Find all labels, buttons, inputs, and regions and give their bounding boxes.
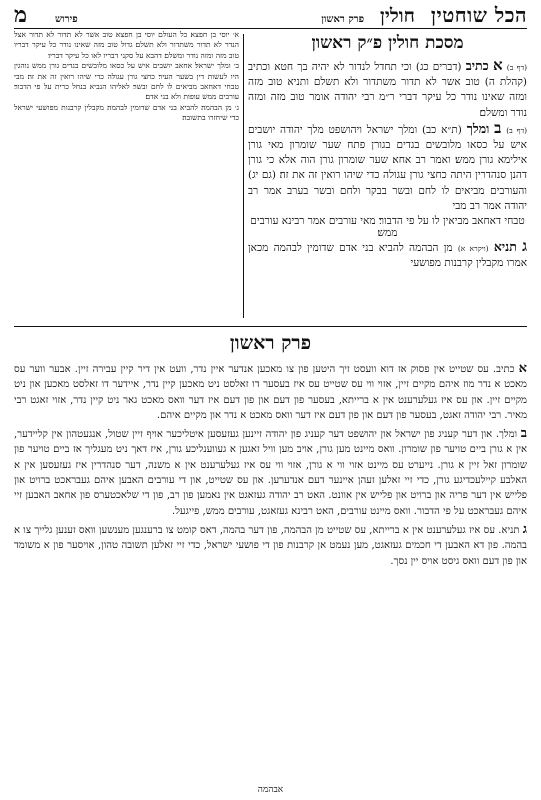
mishnah-2-letter: ב	[494, 118, 502, 137]
main-text-column	[248, 30, 527, 324]
mishnah-paragraph-1	[248, 58, 527, 121]
translation-paragraph-2	[14, 426, 527, 519]
header-right	[321, 3, 527, 28]
mishnah-2-ref: (דף ב)	[506, 125, 527, 135]
header-peirush: פירוש	[55, 14, 78, 25]
mishnah-3-ref: (ויקרא א)	[457, 244, 489, 254]
translation-section	[14, 330, 527, 782]
translation-title: פרק ראשון	[229, 332, 312, 354]
translation-3-letter: ג	[522, 521, 527, 537]
mishnah-1-text: (דברים כג) וכי תחדל לנדור לא יהיה בך חטא וכתיב (קהלת ה) טוב אשר לא תדור משתדור ולא תשלם ותניא טוב מזה ומזה שאינו נודר כל עיקר דברי ר״מ רבי יהודה אומר טוב מזה ומזה נודר ומשלם׃	[248, 61, 527, 119]
mishnah-paragraph-3	[248, 239, 527, 271]
section-divider	[14, 326, 527, 327]
mishnah-1-letter: א	[492, 56, 503, 74]
mishnah-paragraph-2	[248, 118, 527, 214]
tractate-title: מסכת חולין פ״ק ראשון	[311, 33, 464, 53]
running-header	[14, 4, 527, 29]
mishnah-1-opening: כתיב	[465, 58, 489, 73]
column-divider	[243, 34, 244, 318]
mishnah-2-text: (ת״א כב) ומלך ישראל ויהושפט מלך יהודה יושבים איש על כסאו מלובשים בגדים בגורן פתח שער שומרון מאי גורן אילימא גורן ממש׃ ואמר רב אחא׃ שער שומרון גורן הוה אלא כי גורן דהנן סנהדרין היתה כחצי גורן עגולה כדי שיהו רואין זה את זה׃ (גם יג) והעורבים מביאים לו לחם ובשר בבקר ולחם ובשר בערב אמר רב יהודה אמר רב מבי	[248, 123, 527, 212]
mishnah-3-text: מן הבהמה להביא בני אדם שדומין לבהמה מכאן אמרו מקבלין קרבנות מפושעי	[248, 242, 527, 270]
translation-1-text: כתיב. עס שטייט אין פסוק אז דוא וועסט זיך היטען פון צו מאכען אנדער איין נדר, וועט אין דיר קיין עבירה זיין. אבער ווער עס מאכט א נדר מוז איהם מקיים זיין, אזוי ווי עס שטייט עס איז בעסער דו זאלסט ניט מאכען קיין נדר, איידער דו זאלסט מאכען און ניט מקיים זיין. און עס איז געלערענט אין א ברייתא, בעסער פון דעם און פון דעם איז דער וואס מאכט גאר ניט קיין נדר, אזוי זאגט רבי מאיר. רבי יהודה זאגט, בעסער פון דעם און פון דעם איז דער וואס מאכט א נדר און מקיים איהם.	[14, 364, 527, 421]
translation-paragraph-3	[14, 522, 527, 569]
translation-1-letter: א	[518, 361, 527, 376]
commentary-paragraph: ג׳ מן הבהמה׃ להביא בני אדם שדומין לבהמה׃ מקבלין קרבנות מפושעי ישראל כדי שיחזרו בתשובה׃	[14, 102, 239, 123]
mishnah-3-letter: ג	[522, 237, 527, 256]
header-tractate: חולין	[380, 5, 415, 27]
mishnah-1-ref: (דף ב)	[506, 63, 527, 72]
header-left	[14, 2, 78, 28]
commentary-paragraph: א׳ יוסי בן חפצא׃ כל העולם יוסי בן חפצא׃ טוב אשר לא תדור לא תדור אצל הנדר לא תדור משתדור ולא תשלם׃ גדול טוב מזה שאינו נודר כל עיקר דבריו טוב מזה ומזה נודר ומשלם׃ דהבא על סקני דבריו לאו כל עיקר דבריו׃	[14, 30, 239, 60]
page-number: מ	[14, 2, 28, 28]
foot-line: טבחי דאחאב מביאין לו על פי הדבור׃ מאי עורבים אמר רבינא עורבים ממש׃	[250, 215, 525, 240]
translation-2-text: ומלך. און דער קעניג פון ישראל און יהושפט דער קעניג פון יהודה זיינען געזעסען איטליכער אויף זיין שטול, אנגעטהון אין קליידער, אין א גורן ביים טויער פון שומרון. וואס מיינט מען גורן, אויב מען וויל זאגען א געווענליכע גורן, איז דאך ניט מעגליך אז ביים טויער פון שומרון זאל זיין א גורן. נייערט עס מיינט אזוי ווי א גורן, אזוי ווי עס איז געלערענט אין א משנה, דער סנהדרין איז געזעסען אין א האלבע קיילעכדיגע גורן, כדי זיי זאלען זעהן איינער דעם אנדערען. און עס שטייט, און די עורבים האבען איהם געבראכט ברויט און פלייש אין דער פריה און ברויט און פלייש אין אוונט. האט רב יהודה געזאגט אין נאמען פון רב, פון די שלאכטערס פון אחאב האבען זיי איהם געבראכט על פי הדבור. וואס מיינט עורבים, האט רבינא געזאגט, עורבים ממש, פייגעל.	[14, 429, 527, 517]
catchword: אבהמה	[257, 785, 284, 795]
commentary-column	[14, 30, 239, 324]
header-title: הכל שוחטין	[430, 3, 527, 27]
talmud-section	[14, 30, 527, 324]
translation-2-letter: ב	[520, 426, 527, 442]
header-chapter: פרק ראשון	[321, 14, 365, 25]
commentary-paragraph: ב׳ ומלך ישראל׃ אחאב יושבים איש על כסאו מלובשים בגדים גורן ממש נוהגין היו לעשות דין בשער העיר׃ כחצי גורן עגולה כדי שיהו רואין זה את זה׃ מבי טבחי דאחאב מביאים לו לחם ובשר׃ לאליהו הנביא בנחל כרית על פי הדבור׃ עורבים ממש עופות ולא בני אדם׃	[14, 61, 239, 102]
translation-3-text: תניא. עס איז געלערענט אין א ברייתא, עס שטייט מן הבהמה, פון דער בהמה, דאס קומט צו ברענגען מענשען וואס זענען גלייך צו א בהמה. פון דא האבען די חכמים געזאגט, מען נעמט אן קרבנות פון די פושעי ישראל, כדי זיי זאלען תשובה טהון, אויסער פון א משומד און פון דעם וואס גיסט אויס יין נסך.	[14, 524, 527, 567]
mishnah-3-opening: תניא	[493, 239, 517, 255]
translation-paragraph-1	[14, 361, 527, 423]
mishnah-2-opening: ומלך	[466, 120, 490, 136]
